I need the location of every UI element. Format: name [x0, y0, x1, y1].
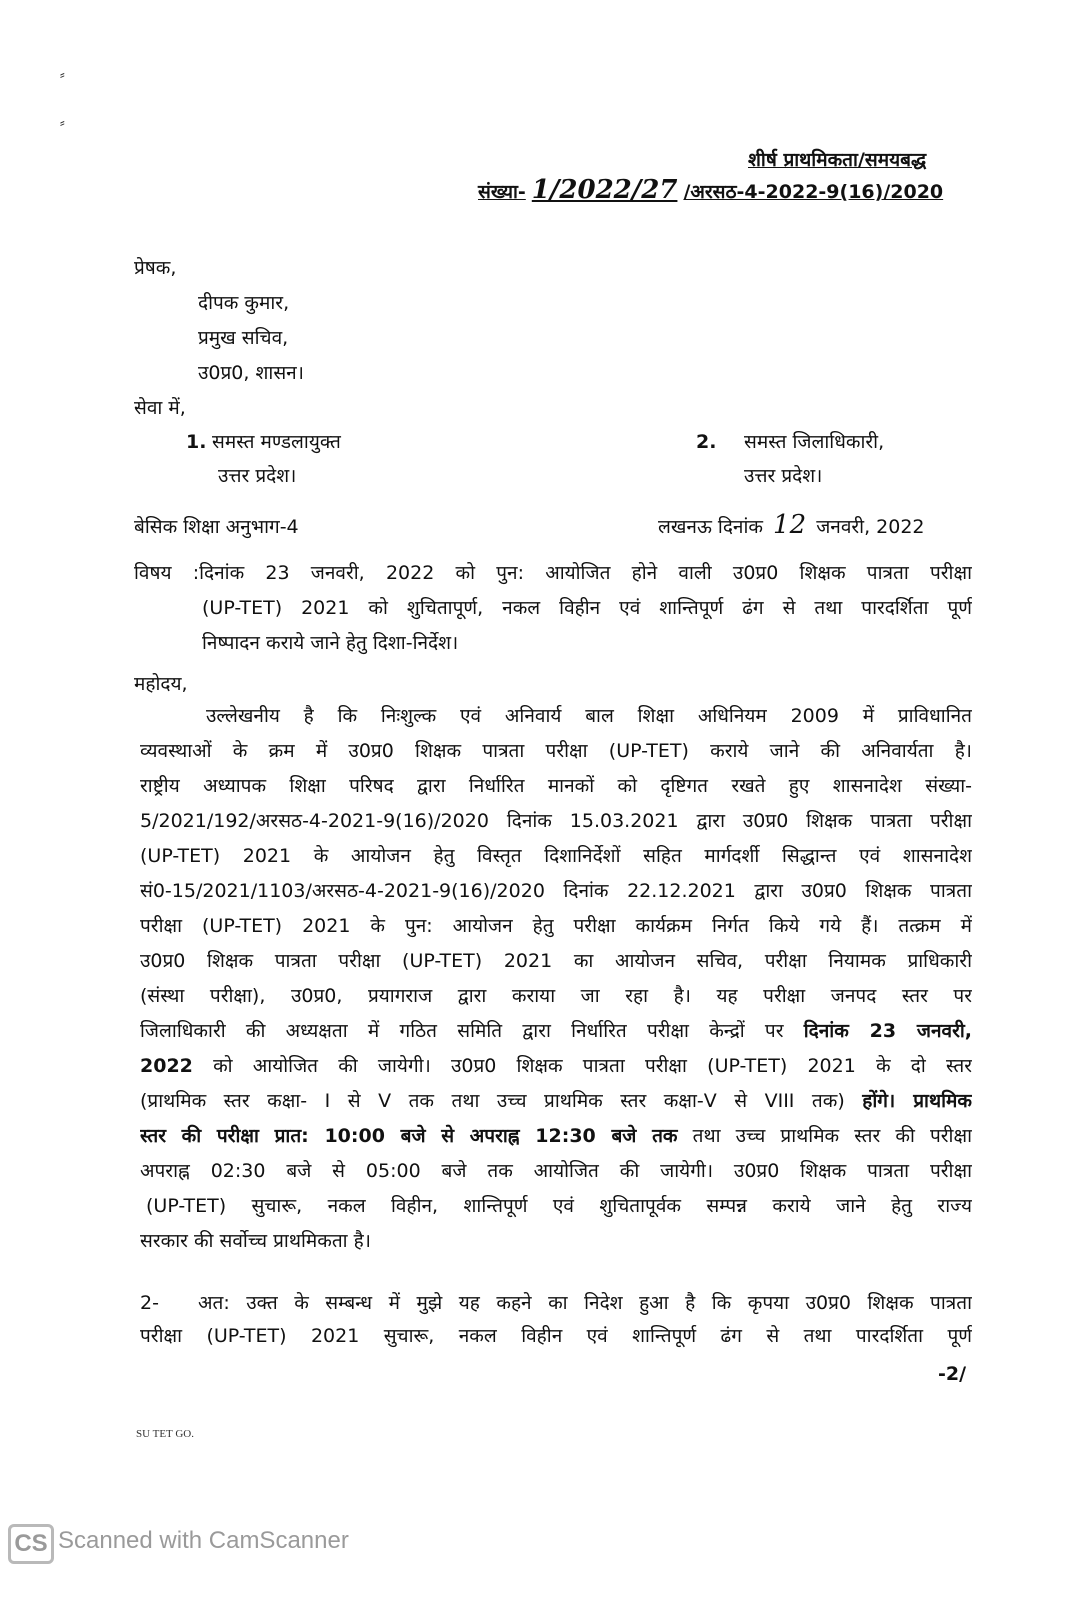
recipient-2-name: समस्त जिलाधिकारी, [744, 431, 885, 453]
exam-year-bold: 2022 [140, 1055, 193, 1077]
section-name: बेसिक शिक्षा अनुभाग-4 [134, 516, 299, 538]
exam-time-bold: स्तर की परीक्षा प्रात: 10:00 बजे से अपराह्न 12:30 बजे तक [140, 1125, 678, 1147]
body-text: (प्राथमिक स्तर कक्षा- I से V तक तथा उच्च प्राथमिक स्तर कक्षा-V से VIII तक) [140, 1090, 845, 1112]
body-line: 5/2021/192/अरसठ-4-2021-9(16)/2020 दिनांक 15.03.2021 द्वारा उ0प्र0 शिक्षक पात्रता परीक्षा [140, 810, 972, 832]
body-line: उ0प्र0 शिक्षक पात्रता परीक्षा (UP-TET) 2021 का आयोजन सचिव, परीक्षा नियामक प्राधिकारी [140, 950, 972, 972]
body-line: (UP-TET) सुचारू, नकल विहीन, शान्तिपूर्ण एवं शुचितापूर्वक सम्पन्न कराये जाने हेतु राज्य [146, 1195, 972, 1217]
camscanner-logo-icon: CS [8, 1524, 54, 1564]
date-suffix: जनवरी, 2022 [816, 516, 925, 538]
recipient-1-number: 1. [186, 431, 207, 453]
body-line: परीक्षा (UP-TET) 2021 सुचारू, नकल विहीन एवं शान्तिपूर्ण ढंग से तथा पारदर्शिता पूर्ण [140, 1325, 972, 1347]
body-line: अत: उक्त के सम्बन्ध में मुझे यह कहने का निदेश हुआ है कि कृपया उ0प्र0 शिक्षक पात्रता [198, 1292, 972, 1314]
body-line [140, 1054, 972, 1078]
paragraph-number: 2- [140, 1292, 159, 1314]
body-line: (संस्था परीक्षा), उ0प्र0, प्रयागराज द्वारा कराया जा रहा है। यह परीक्षा जनपद स्तर पर [140, 985, 972, 1007]
handwritten-number: 1/2022/27 [531, 175, 678, 205]
recipient-1-name: समस्त मण्डलायुक्त [212, 431, 341, 453]
body-line: उल्लेखनीय है कि निःशुल्क एवं अनिवार्य बाल शिक्षा अधिनियम 2009 में प्राविधानित [206, 705, 972, 727]
margin-mark: ⸗ [60, 115, 65, 131]
body-line: परीक्षा (UP-TET) 2021 के पुन: आयोजन हेतु परीक्षा कार्यक्रम निर्गत किये गये हैं। तत्क्रम में [140, 915, 972, 937]
body-line [140, 1019, 972, 1043]
sender-name: दीपक कुमार, [198, 292, 290, 314]
recipient-2-place: उत्तर प्रदेश। [744, 465, 823, 487]
page-continuation: -2/ [938, 1363, 967, 1385]
body-line [140, 1089, 972, 1113]
body-bold-text: होंगे। प्राथमिक [862, 1090, 972, 1112]
sender-designation: प्रमुख सचिव, [198, 327, 289, 349]
margin-mark: ⸗ [60, 67, 65, 83]
recipient-1-place: उत्तर प्रदेश। [218, 465, 297, 487]
body-text: को आयोजित की जायेगी। उ0प्र0 शिक्षक पात्रता परीक्षा (UP-TET) 2021 के दो स्तर [213, 1055, 972, 1077]
subject-line: निष्पादन कराये जाने हेतु दिशा-निर्देश। [202, 632, 459, 654]
date-prefix: लखनऊ दिनांक [658, 516, 763, 538]
body-line: (UP-TET) 2021 के आयोजन हेतु विस्तृत दिशानिर्देशों सहित मार्गदर्शी सिद्धान्त एवं शासनादेश [140, 845, 972, 867]
body-line: अपराह्न 02:30 बजे से 05:00 बजे तक आयोजित की जायेगी। उ0प्र0 शिक्षक पात्रता परीक्षा [140, 1160, 972, 1182]
body-text: जिलाधिकारी की अध्यक्षता में गठित समिति द्वारा निर्धारित परीक्षा केन्द्रों पर [140, 1020, 784, 1042]
camscanner-watermark: Scanned with CamScanner [58, 1527, 349, 1554]
sender-office: उ0प्र0, शासन। [198, 362, 304, 384]
body-line: सं0-15/2021/1103/अरसठ-4-2021-9(16)/2020 दिनांक 22.12.2021 द्वारा उ0प्र0 शिक्षक पात्रता [140, 880, 972, 902]
body-line: व्यवस्थाओं के क्रम में उ0प्र0 शिक्षक पात्रता परीक्षा (UP-TET) कराये जाने की अनिवार्यता है। [140, 740, 972, 762]
salutation: महोदय, [134, 673, 188, 695]
subject-line: (UP-TET) 2021 को शुचितापूर्ण, नकल विहीन एवं शान्तिपूर्ण ढंग से तथा पारदर्शिता पूर्ण [202, 597, 972, 619]
letter-date [658, 510, 925, 540]
subject-line: विषय :दिनांक 23 जनवरी, 2022 को पुन: आयोजित होने वाली उ0प्र0 शिक्षक पात्रता परीक्षा [134, 562, 972, 584]
number-suffix: /अरसठ-4-2022-9(16)/2020 [683, 181, 944, 203]
priority-heading: शीर्ष प्राथमिकता/समयबद्ध [748, 149, 927, 171]
recipient-2-number: 2. [696, 431, 717, 453]
body-line: राष्ट्रीय अध्यापक शिक्षा परिषद द्वारा निर्धारित मानकों को दृष्टिगत रखते हुए शासनादेश संख्या- [140, 775, 972, 797]
number-prefix: संख्या- [478, 181, 526, 203]
body-text: तथा उच्च प्राथमिक स्तर की परीक्षा [692, 1125, 972, 1147]
body-line: सरकार की सर्वोच्च प्राथमिकता है। [140, 1230, 371, 1252]
handwritten-day: 12 [773, 510, 807, 540]
recipients-label: सेवा में, [134, 397, 186, 419]
footer-code: SU TET GO. [136, 1428, 194, 1440]
sender-label: प्रेषक, [134, 257, 177, 279]
letter-number [478, 175, 944, 205]
exam-date-bold: दिनांक 23 जनवरी, [803, 1020, 972, 1042]
body-line [140, 1124, 972, 1148]
